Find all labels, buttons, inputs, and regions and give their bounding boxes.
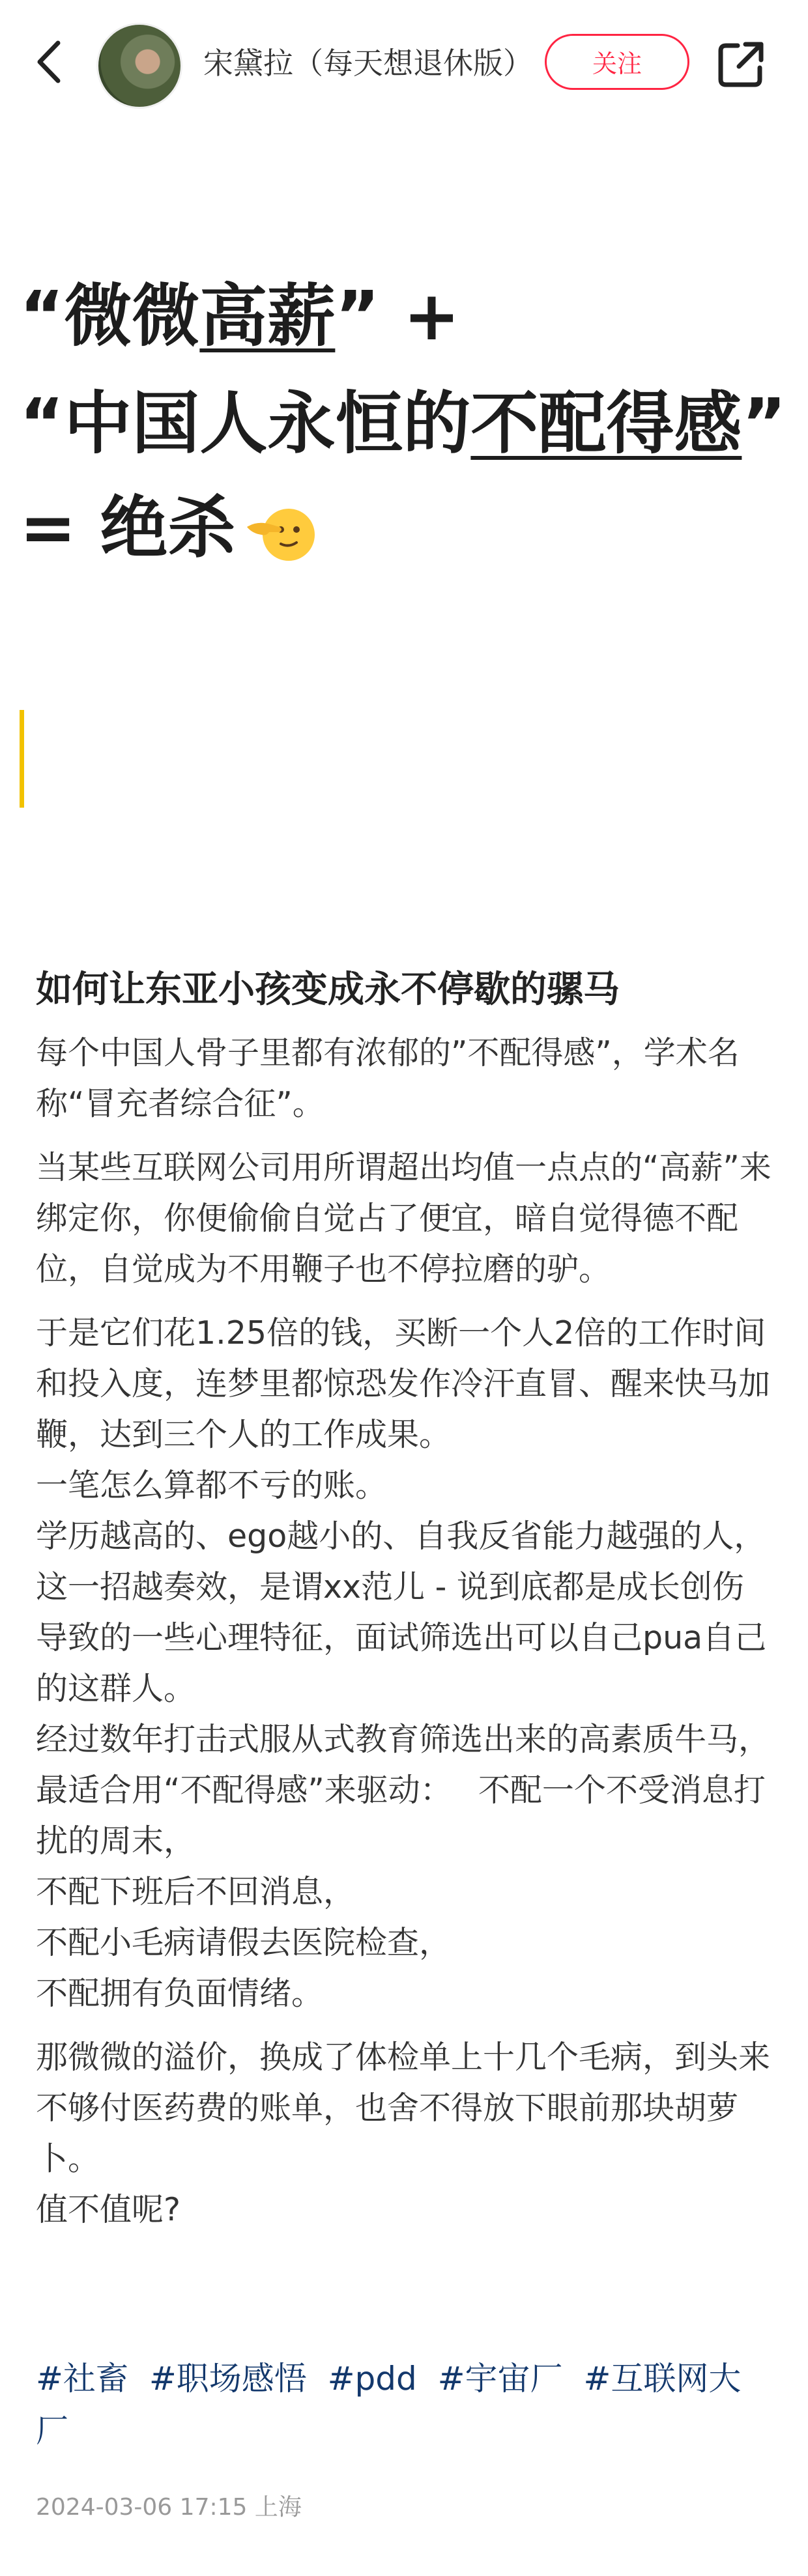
paragraph: 不配小毛病请假去医院检查，	[36, 1924, 452, 1961]
paragraph: 经过数年打击式服从式教育筛选出来的高素质牛马，最适合用“不配得感”来驱动： 不配一个不受消息打扰的周末，	[36, 1721, 771, 1860]
back-arrow-icon	[35, 39, 63, 85]
cover-text: “中国人永恒的	[20, 384, 471, 463]
paragraph: 不配拥有负面情绪。	[36, 1975, 324, 2012]
tag-list	[36, 2353, 775, 2457]
cover-line-3	[20, 485, 315, 570]
hashtag-link[interactable]: #职场感悟	[149, 2360, 307, 2398]
share-icon	[715, 38, 768, 90]
top-bar	[0, 0, 808, 125]
cover-text: ” +	[335, 276, 461, 356]
paragraph: 学历越高的、ego越小的、自我反省能力越强的人，这一招越奏效，是谓xx范儿 - 说到底都是成长创伤导致的一些心理特征，面试筛选出可以自己pua自己的这群人。	[36, 1518, 767, 1707]
cover-text: “微微	[20, 276, 200, 356]
note-body	[36, 1028, 775, 2235]
paragraph: 值不值呢?	[36, 2191, 181, 2228]
paragraph: 那微微的溢价，换成了体检单上十几个毛病，到头来不够付医药费的账单，也舍不得放下眼前那块胡萝卜。	[36, 2039, 771, 2177]
author-avatar[interactable]	[96, 23, 182, 109]
cover-text-underlined: 高薪	[199, 276, 336, 356]
text-cursor	[20, 710, 24, 808]
follow-button[interactable]: 关注	[545, 34, 689, 90]
share-button[interactable]	[715, 38, 768, 90]
author-name[interactable]: 宋黛拉（每天想退休版）	[203, 46, 533, 81]
hashtag-link[interactable]: #pdd	[327, 2360, 417, 2398]
hashtag-link[interactable]: #社畜	[36, 2360, 128, 2398]
post-meta: 2024-03-06 17:15 上海	[36, 2494, 302, 2521]
back-button[interactable]	[26, 36, 72, 88]
paragraph: 一笔怎么算都不亏的账。	[36, 1467, 388, 1504]
note-title: 如何让东亚小孩变成永不停歇的骡马	[36, 969, 620, 1011]
cover-line-1	[20, 274, 460, 358]
paragraph: 不配下班后不回消息，	[36, 1873, 356, 1910]
cover-text: ”	[742, 384, 786, 463]
paragraph: 每个中国人骨子里都有浓郁的”不配得感”，学术名称“冒充者综合征”。	[36, 1034, 740, 1122]
hashtag-link[interactable]: #互联网大厂	[36, 2360, 742, 2450]
cover-text: = 绝杀	[20, 488, 236, 567]
cover-line-2	[20, 381, 786, 466]
paragraph: 于是它们花1.25倍的钱，买断一个人2倍的工作时间和投入度，连梦里都惊恐发作冷汗直冒、醒来快马加鞭，达到三个人的工作成果。	[36, 1314, 771, 1453]
cover-image[interactable]	[0, 124, 808, 951]
paragraph: 当某些互联网公司用所谓超出均值一点点的“高薪”来绑定你，你便偷偷自觉占了便宜，暗自觉得德不配位，自觉成为不用鞭子也不停拉磨的驴。	[36, 1149, 772, 1288]
cover-text-underlined: 不配得感	[470, 384, 742, 463]
hashtag-link[interactable]: #宇宙厂	[437, 2360, 563, 2398]
pointing-face-emoji-icon	[244, 500, 315, 565]
